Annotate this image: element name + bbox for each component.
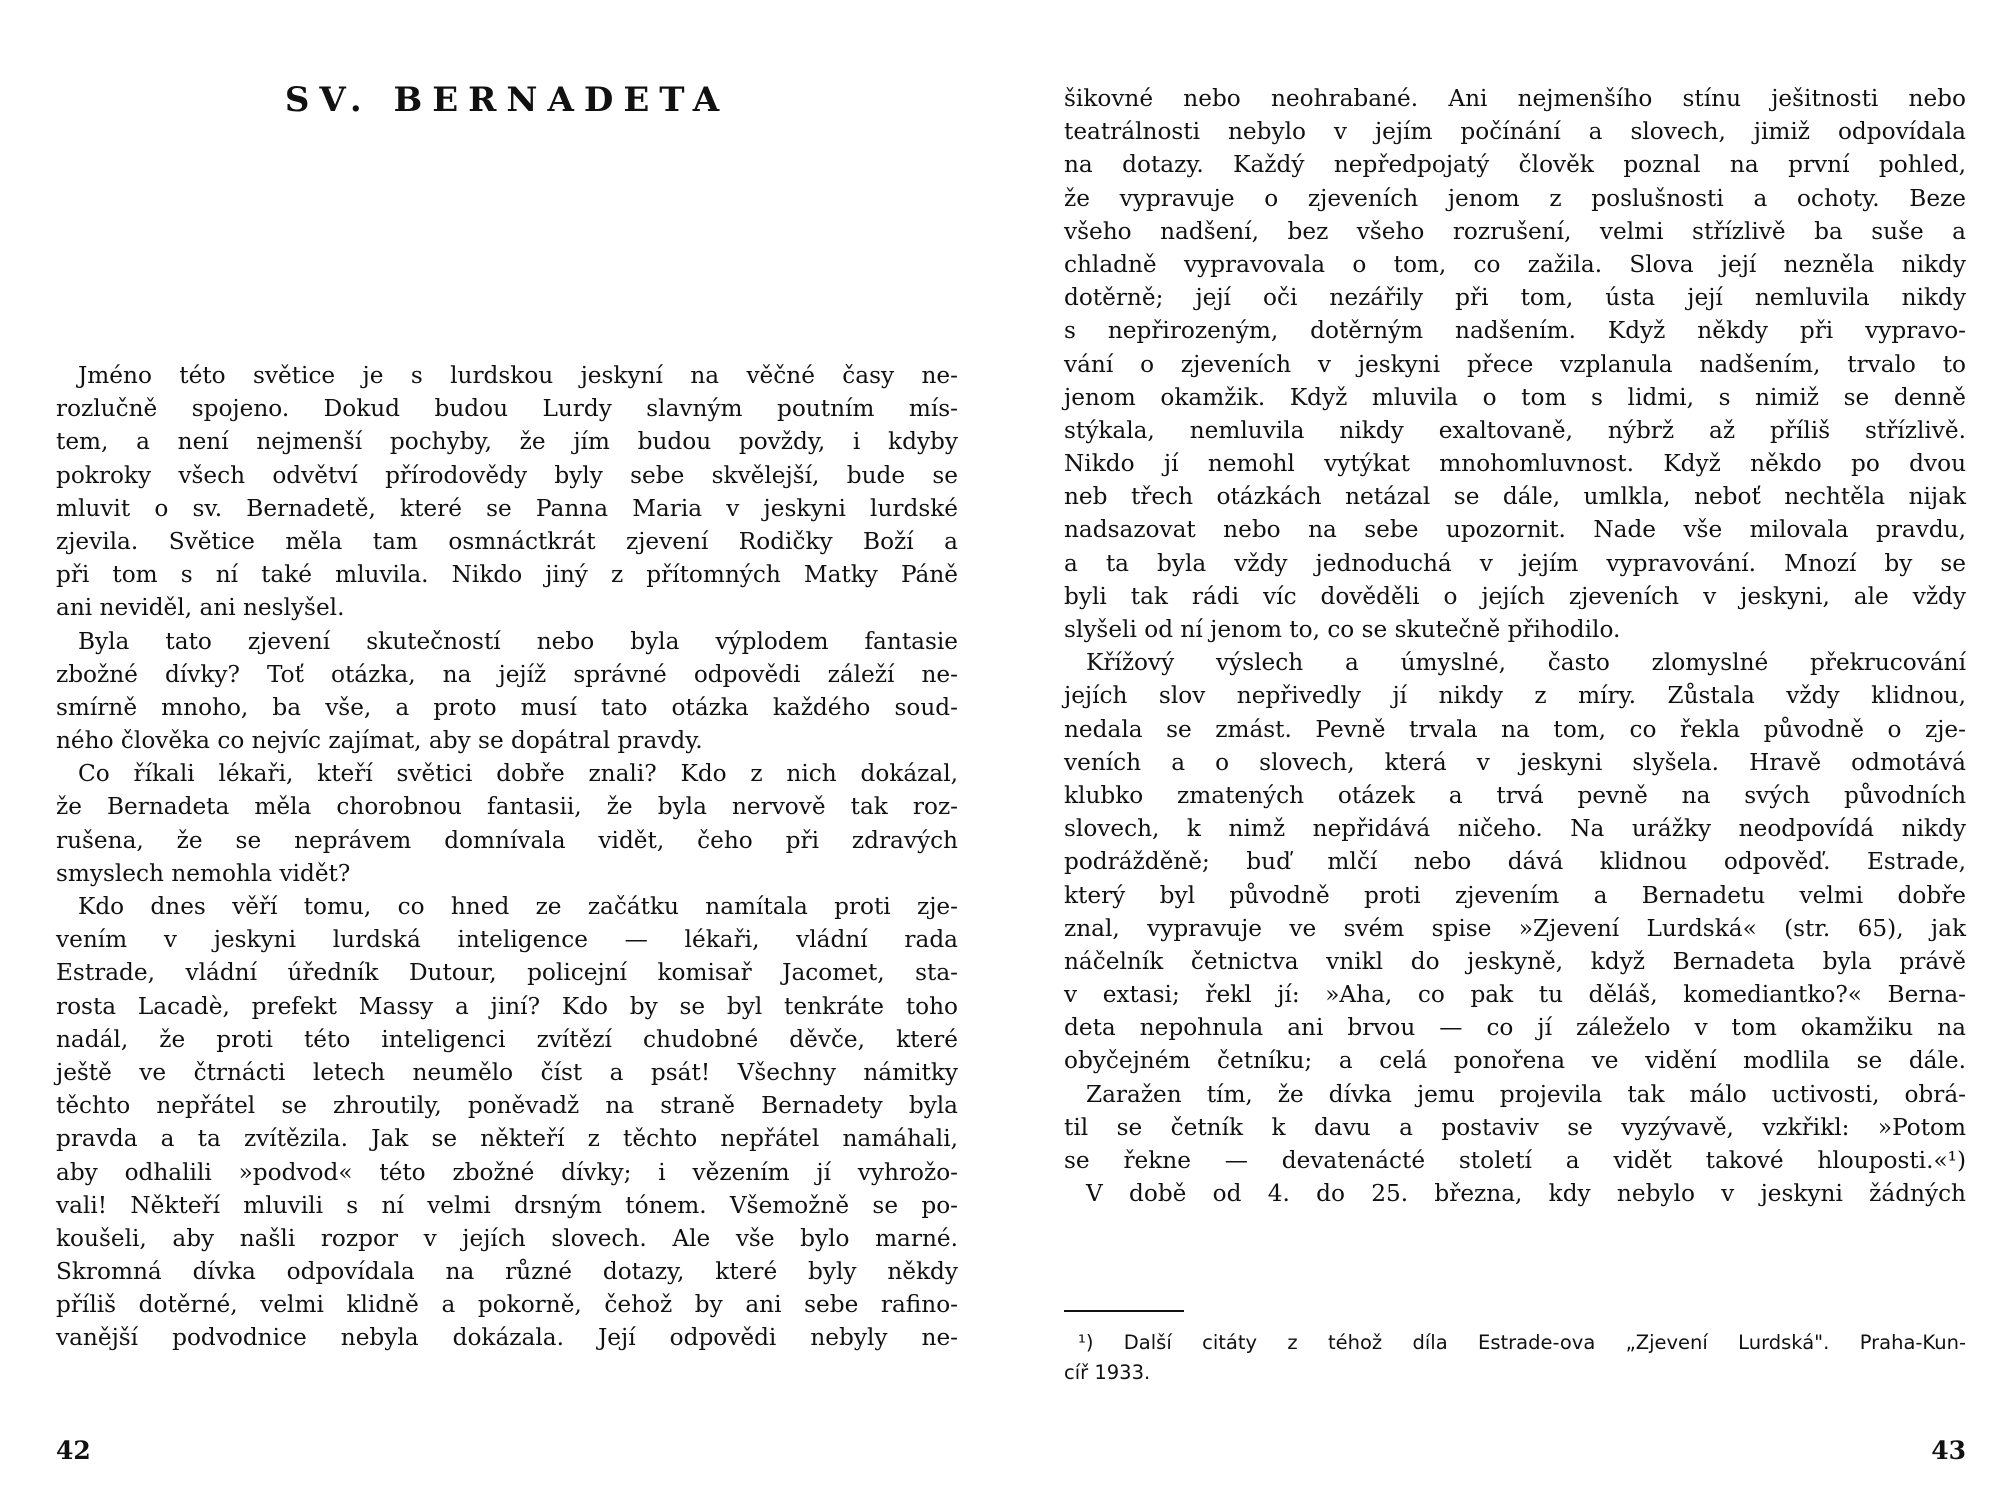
text-line: ještě ve čtrnácti letech neumělo číst a psát! Všechny námitky (56, 1058, 958, 1086)
right-page (1064, 0, 1966, 1500)
text-line: vanější podvodnice nebyla dokázala. Její odpovědi nebyly ne- (56, 1324, 958, 1352)
text-line: stýkala, nemluvila nikdy exaltovaně, nýbrž až příliš střízlivě. (1064, 416, 1966, 444)
text-line: Nikdo jí nemohl vytýkat mnohomluvnost. Když někdo po dvou (1064, 450, 1966, 478)
right-body-text (1064, 82, 1966, 1210)
text-line: ¹) Další citáty z téhož díla Estrade-ova „Zjevení Lurdská". Praha-Kun- (1078, 1331, 1966, 1354)
text-line: nedala se zmást. Pevně trvala na tom, co řekla původně o zje- (1064, 715, 1966, 743)
text-line: náčelník četnictva vnikl do jeskyně, když Bernadeta byla právě (1064, 947, 1966, 975)
text-line: těchto nepřátel se zhroutily, poněvadž na straně Bernadety byla (56, 1092, 958, 1120)
text-line: Estrade, vládní úředník Dutour, policejní komisař Jacomet, sta- (56, 959, 958, 987)
text-line: a ta byla vždy jednoduchá v jejím vypravování. Mnozí by se (1064, 549, 1966, 577)
text-line: Zaražen tím, že dívka jemu projevila tak málo uctivosti, obrá- (1086, 1080, 1966, 1108)
text-line: příliš dotěrné, velmi klidně a pokorně, čehož by ani sebe rafino- (56, 1291, 958, 1319)
chapter-title: SV. BERNADETA (284, 80, 730, 120)
text-line: se řekne — devatenácté století a vidět takové hlouposti.«¹) (1064, 1147, 1966, 1174)
text-line: nadsazovat nebo na sebe upozornit. Nade vše milovala pravdu, (1064, 516, 1966, 544)
text-line: znal, vypravuje ve svém spise »Zjevení Lurdská« (str. 65), jak (1064, 914, 1966, 942)
text-line: V době od 4. do 25. března, kdy nebylo v jeskyni žádných (1086, 1180, 1966, 1208)
text-line: byli tak rádi víc dověděli o jejích zjeveních v jeskyni, ale vždy (1064, 582, 1966, 610)
text-line: cíř 1933. (1064, 1361, 1151, 1384)
text-line: při tom s ní také mluvila. Nikdo jiný z přítomných Matky Páně (56, 561, 958, 589)
text-line: veních a o slovech, která v jeskyni slyšela. Hravě odmotává (1064, 748, 1966, 776)
text-line: jejích slov nepřivedly jí nikdy z míry. Zůstala vždy klidnou, (1064, 682, 1966, 710)
text-line: Křížový výslech a úmyslné, často zlomyslné překrucování (1086, 649, 1966, 677)
text-line: smírně mnoho, ba vše, a proto musí tato otázka každého soud- (56, 693, 958, 721)
page-number-left: 42 (56, 1436, 91, 1465)
text-line: ného člověka co nejvíc zajímat, aby se dopátral pravdy. (56, 727, 703, 755)
text-line: rozlučně spojeno. Dokud budou Lurdy slavným poutním mís- (56, 395, 958, 423)
text-line: ani neviděl, ani neslyšel. (56, 594, 345, 622)
text-line: který byl původně proti zjevením a Bernadetu velmi dobře (1064, 881, 1966, 909)
left-body-text (56, 359, 958, 1355)
text-line: všeho nadšení, bez všeho rozrušení, velmi střízlivě ba suše a (1064, 217, 1966, 245)
text-line: pokroky všech odvětví přírodovědy byly sebe skvělejší, bude se (56, 461, 958, 489)
text-line: rušena, že se neprávem domnívala vidět, čeho při zdravých (56, 826, 958, 854)
text-line: že vypravuje o zjeveních jenom z poslušnosti a ochoty. Beze (1064, 184, 1966, 212)
left-page (56, 0, 958, 1500)
text-line: zjevila. Světice měla tam osmnáctkrát zjevení Rodičky Boží a (56, 527, 958, 555)
text-line: aby odhalili »podvod« této zbožné dívky; i vězením jí vyhrožo- (56, 1158, 958, 1186)
text-line: chladně vypravovala o tom, co zažila. Slova její nezněla nikdy (1064, 250, 1966, 278)
text-line: pravda a ta zvítězila. Jak se někteří z těchto nepřátel namáhali, (56, 1125, 958, 1153)
text-line: vali! Někteří mluvili s ní velmi drsným tónem. Všemožně se po- (56, 1191, 958, 1219)
text-line: zbožné dívky? Toť otázka, na jejíž správné odpovědi záleží ne- (56, 660, 958, 688)
text-line: dotěrně; její oči nezářily při tom, ústa její nemluvila nikdy (1064, 284, 1966, 312)
text-line: teatrálnosti nebylo v jejím počínání a slovech, jimiž odpovídala (1064, 118, 1966, 146)
text-line: šikovné nebo neohrabané. Ani nejmenšího stínu ješitnosti nebo (1064, 85, 1966, 112)
text-line: til se četník k davu a postaviv se vyzývavě, vzkřikl: »Potom (1064, 1113, 1966, 1141)
text-line: klubko zmatených otázek a trvá pevně na svých původních (1064, 781, 1966, 809)
text-line: vání o zjeveních v jeskyni přece vzplanula nadšením, trvalo to (1064, 350, 1966, 378)
text-line: s nepřirozeným, dotěrným nadšením. Když někdy při vypravo- (1064, 317, 1966, 345)
text-line: deta nepohnula ani brvou — co jí záleželo v tom okamžiku na (1064, 1014, 1966, 1042)
text-line: nadál, že proti této inteligenci zvítězí chudobné děvče, které (56, 1025, 958, 1053)
text-line: obyčejném četníku; a celá ponořena ve vidění modlila se dále. (1064, 1047, 1966, 1075)
text-line: smyslech nemohla vidět? (56, 859, 351, 887)
text-line: slyšeli od ní jenom to, co se skutečně přihodilo. (1064, 616, 1621, 643)
text-line: Kdo dnes věří tomu, co hned ze začátku namítala proti zje- (78, 893, 958, 920)
footnote-divider (1064, 1310, 1184, 1312)
text-line: na dotazy. Každý nepředpojatý člověk poznal na první pohled, (1064, 151, 1966, 179)
text-line: jenom okamžik. Když mluvila o tom s lidmi, s nimiž se denně (1064, 383, 1966, 411)
text-line: Jméno této světice je s lurdskou jeskyní na věčné časy ne- (78, 362, 958, 389)
page-number-right: 43 (1931, 1436, 1966, 1465)
text-line: neb třech otázkách netázal se dále, umlkla, neboť nechtěla nijak (1064, 483, 1966, 511)
text-line: Co říkali lékaři, kteří světici dobře znali? Kdo z nich dokázal, (78, 760, 958, 788)
text-line: rosta Lacadè, prefekt Massy a jiní? Kdo by se byl tenkráte toho (56, 992, 958, 1020)
text-line: podrážděně; buď mlčí nebo dává klidnou odpověď. Estrade, (1064, 848, 1966, 876)
text-line: koušeli, aby našli rozpor v jejích slovech. Ale vše bylo marné. (56, 1224, 958, 1252)
text-line: vením v jeskyni lurdská inteligence — lékaři, vládní rada (56, 926, 958, 954)
text-line: slovech, k nimž nepřidává ničeho. Na urážky neodpovídá nikdy (1064, 815, 1966, 843)
text-line: Byla tato zjevení skutečností nebo byla výplodem fantasie (78, 627, 958, 655)
footnote (1064, 1328, 1966, 1388)
text-line: Skromná dívka odpovídala na různé dotazy, které byly někdy (56, 1258, 958, 1286)
text-line: že Bernadeta měla chorobnou fantasii, že byla nervově tak roz- (56, 793, 958, 821)
text-line: tem, a není nejmenší pochyby, že jím budou povždy, i kdyby (56, 428, 958, 456)
text-line: v extasi; řekl jí: »Aha, co pak tu děláš, komediantko?« Berna- (1064, 981, 1966, 1009)
text-line: mluvit o sv. Bernadetě, které se Panna Maria v jeskyni lurdské (56, 494, 958, 522)
